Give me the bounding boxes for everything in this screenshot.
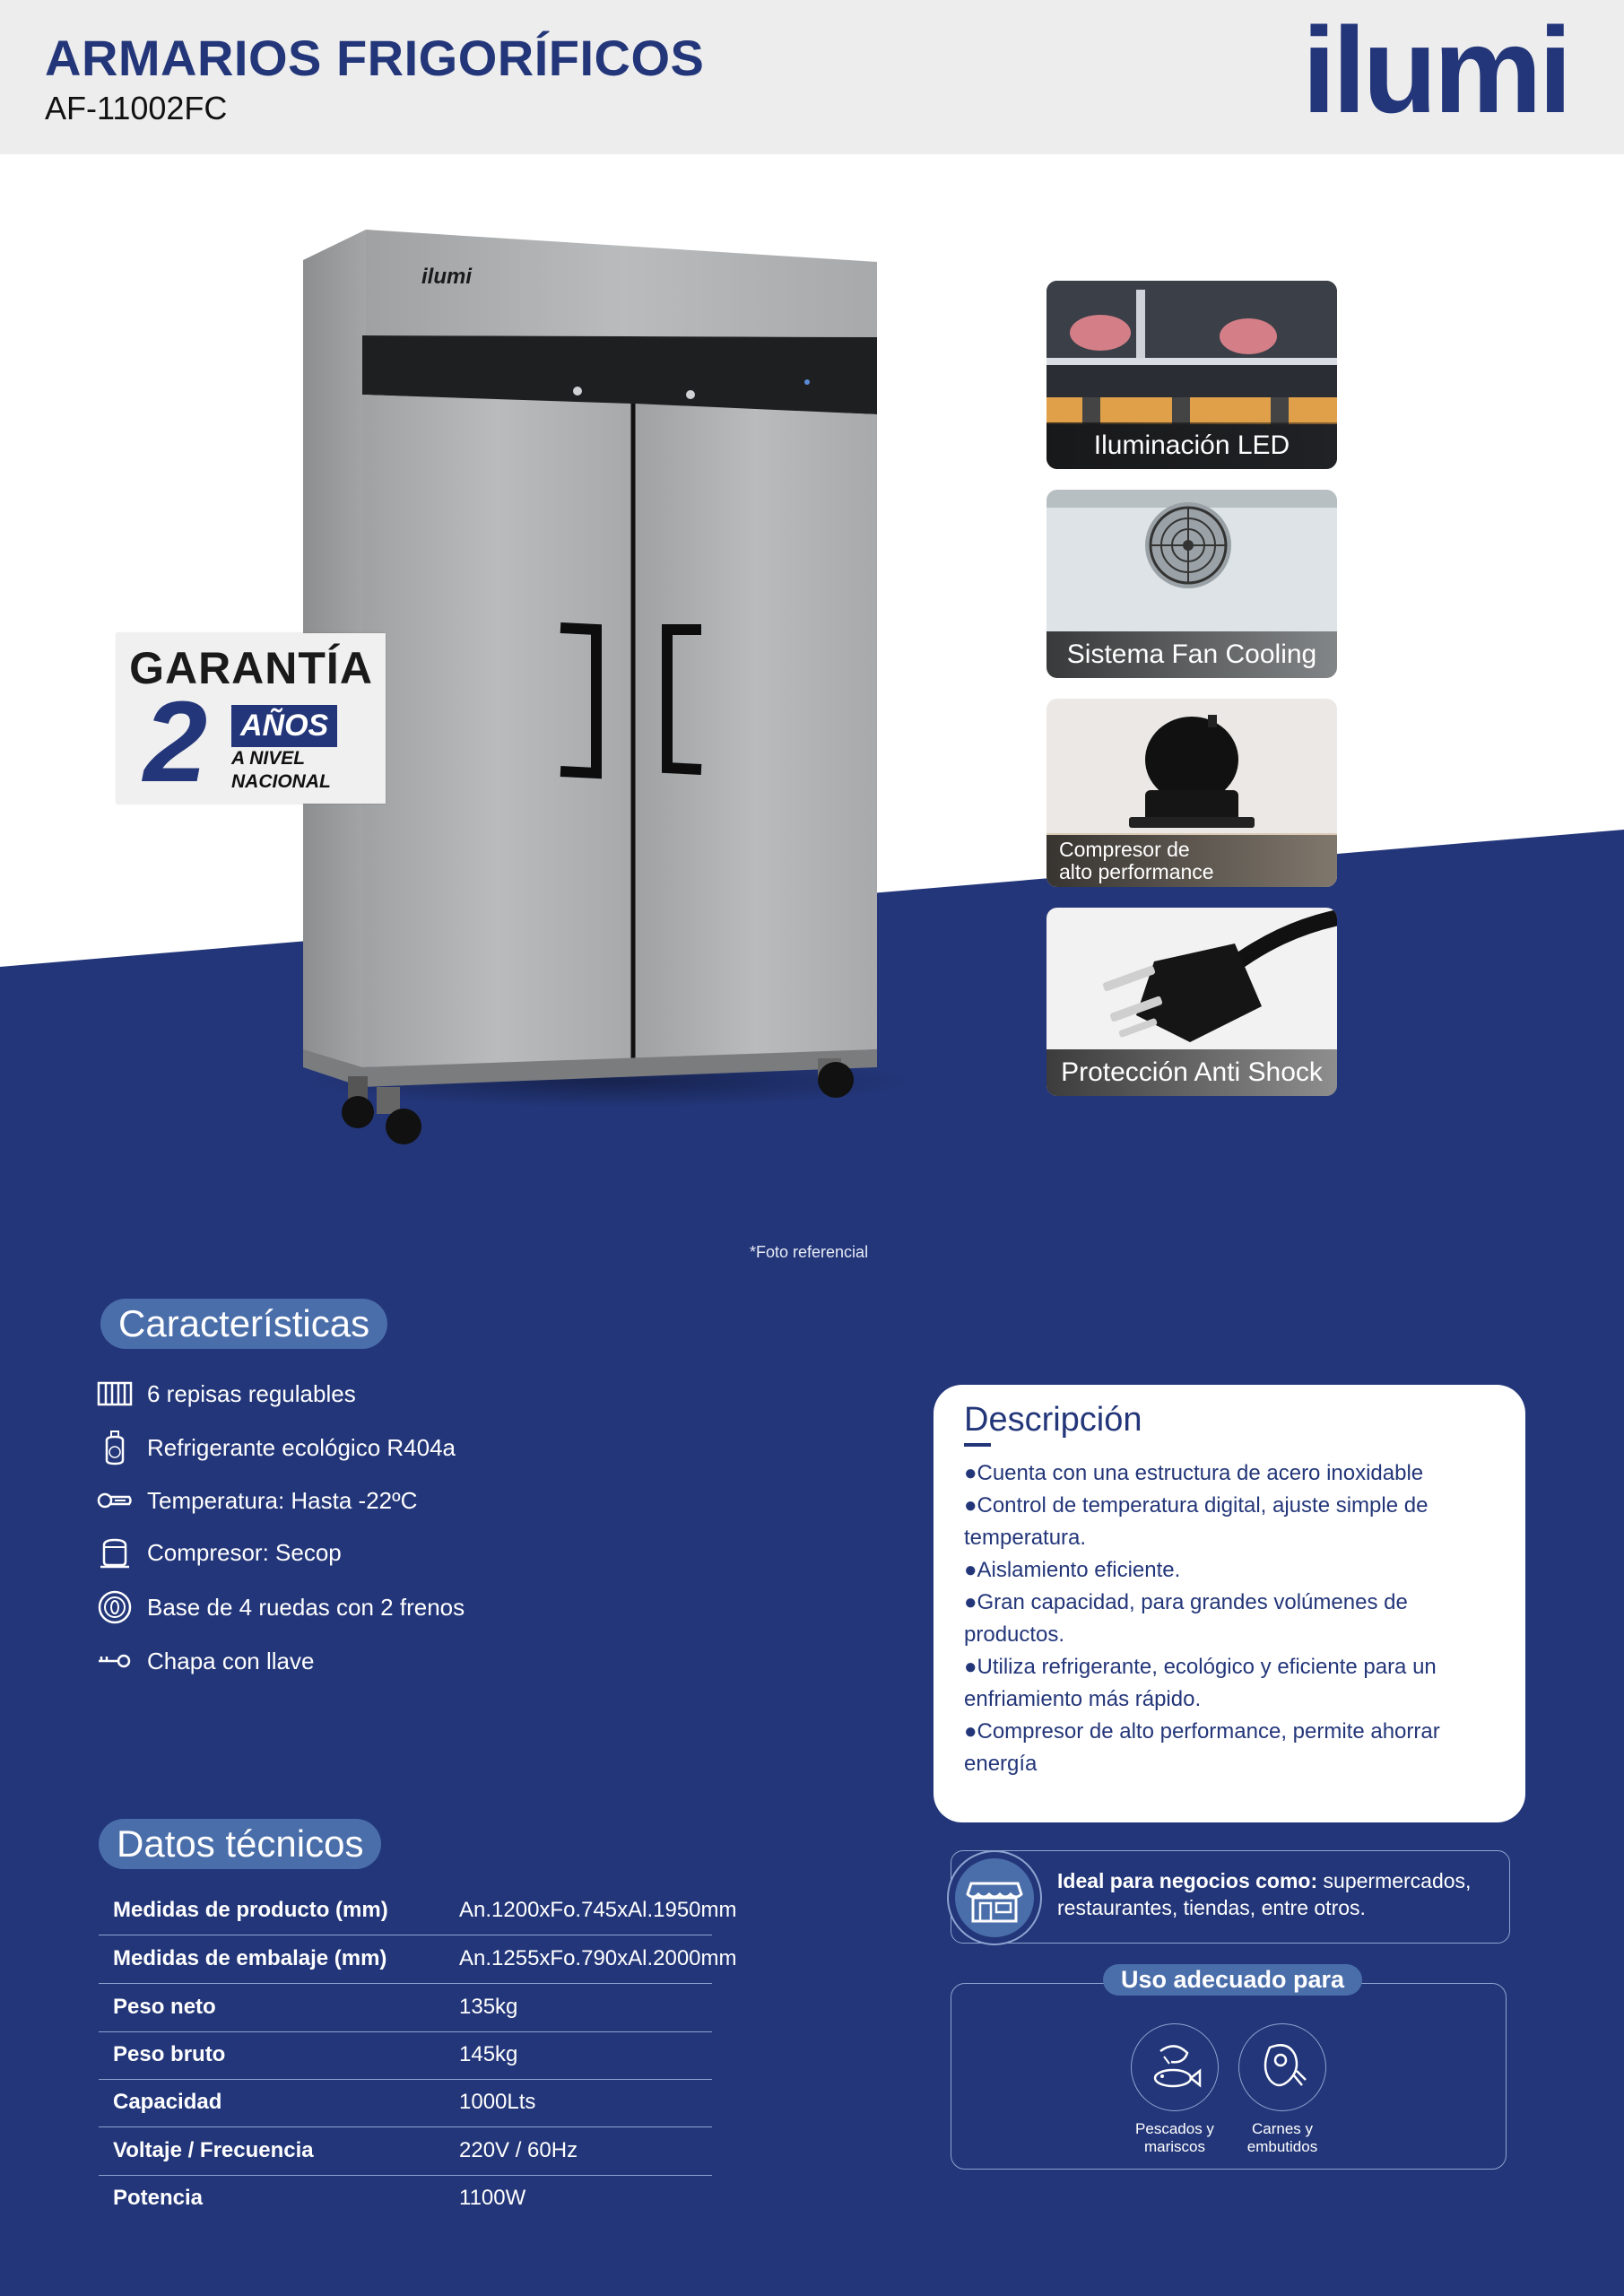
- spec-value: 135kg: [459, 1995, 518, 2019]
- spec-value: 1100W: [459, 2186, 526, 2210]
- caracteristicas-heading: Características: [100, 1299, 387, 1349]
- feature-text: 6 repisas regulables: [147, 1379, 356, 1407]
- ideal-business-list: supermercados, restaurantes, tiendas, entre otros.: [1057, 1869, 1472, 1919]
- spec-row: [99, 1984, 712, 2032]
- description-item: ●Gran capacidad, para grandes volúmenes de productos.: [964, 1590, 1408, 1647]
- spec-row: [99, 1887, 737, 1935]
- description-list: [964, 1457, 1495, 1780]
- warranty-years-number: 2: [143, 678, 208, 806]
- feature-card-label: Protección Anti Shock: [1046, 1049, 1337, 1096]
- feature-item: [97, 1589, 465, 1625]
- spec-row: [99, 2127, 712, 2176]
- feature-card-fan: [1046, 490, 1337, 678]
- suitable-use-item: [1233, 2023, 1332, 2156]
- feature-text: Chapa con llave: [147, 1647, 315, 1674]
- feature-card-label: Iluminación LED: [1046, 422, 1337, 469]
- brand-logo: ilumi: [1302, 2, 1569, 138]
- meat-icon: [1238, 2023, 1326, 2111]
- feature-item: [97, 1376, 356, 1412]
- door-logo: ilumi: [421, 265, 473, 289]
- eco-refrigerant-icon: [97, 1430, 133, 1465]
- suitable-use-heading: Uso adecuado para: [1103, 1964, 1362, 1996]
- feature-card-compressor: [1046, 699, 1337, 887]
- suitable-use-label: Pescados y mariscos: [1135, 2120, 1214, 2155]
- spec-key: Medidas de embalaje (mm): [113, 1946, 387, 1970]
- feature-item: [97, 1430, 456, 1465]
- feature-card-label: Sistema Fan Cooling: [1046, 631, 1337, 678]
- key-icon: [97, 1643, 133, 1679]
- spec-key: Peso neto: [113, 1995, 216, 2019]
- spec-value: 220V / 60Hz: [459, 2138, 578, 2162]
- feature-text: Compresor: Secop: [147, 1538, 342, 1566]
- seafood-icon: [1131, 2023, 1219, 2111]
- feature-text: Temperatura: Hasta -22ºC: [147, 1486, 418, 1514]
- feature-card-label: [1046, 835, 1337, 887]
- ideal-business-bold: Ideal para negocios como:: [1057, 1869, 1318, 1892]
- shelves-icon: [97, 1376, 133, 1412]
- spec-value: An.1255xFo.790xAl.2000mm: [459, 1946, 737, 1970]
- description-item: ●Compresor de alto performance, permite ahorrar energía: [964, 1719, 1440, 1776]
- wheel-icon: [97, 1589, 133, 1625]
- store-icon: [944, 1848, 1045, 1948]
- feature-text: Base de 4 ruedas con 2 frenos: [147, 1593, 465, 1621]
- warranty-scope-line1: A NIVEL: [231, 748, 306, 769]
- description-item: ●Control de temperatura digital, ajuste simple de temperatura.: [964, 1493, 1429, 1550]
- spec-row: [99, 2079, 712, 2127]
- spec-row: [99, 1935, 737, 1984]
- spec-key: Capacidad: [113, 2090, 222, 2114]
- datos-tecnicos-heading: Datos técnicos: [99, 1819, 381, 1869]
- warranty-scope-line2: NACIONAL: [231, 771, 331, 792]
- compressor-icon: [97, 1535, 133, 1570]
- description-item: ●Utiliza refrigerante, ecológico y eficiente para un enfriamiento más rápido.: [964, 1655, 1437, 1711]
- model-code: AF-11002FC: [45, 90, 228, 126]
- warranty-title: GARANTÍA: [129, 643, 373, 693]
- spec-key: Voltaje / Frecuencia: [113, 2138, 314, 2162]
- feature-card-label-text: Compresor de alto performance: [1059, 838, 1214, 883]
- thermometer-icon: [97, 1483, 133, 1518]
- spec-key: Medidas de producto (mm): [113, 1898, 388, 1922]
- spec-key: Peso bruto: [113, 2042, 226, 2066]
- warranty-badge: [117, 633, 386, 804]
- feature-card-led: [1046, 281, 1337, 469]
- spec-key: Potencia: [113, 2186, 204, 2210]
- spec-value: An.1200xFo.745xAl.1950mm: [459, 1898, 737, 1922]
- feature-item: [97, 1643, 314, 1679]
- ideal-business-text: [1057, 1867, 1497, 1921]
- ideal-business-box: [951, 1850, 1510, 1944]
- description-box: [934, 1385, 1525, 1822]
- photo-disclaimer: *Foto referencial: [750, 1243, 869, 1261]
- feature-item: [97, 1483, 417, 1518]
- feature-item: [97, 1535, 342, 1570]
- description-underline: [964, 1443, 991, 1447]
- warranty-years-label: AÑOS: [231, 705, 337, 747]
- description-item: ●Aislamiento eficiente.: [964, 1558, 1181, 1582]
- suitable-use-item: [1125, 2023, 1224, 2156]
- spec-row: [99, 2175, 712, 2222]
- description-title: Descripción: [964, 1401, 1142, 1439]
- feature-text: Refrigerante ecológico R404a: [147, 1433, 456, 1461]
- spec-value: 145kg: [459, 2042, 518, 2066]
- page-title: ARMARIOS FRIGORÍFICOS: [45, 30, 705, 86]
- suitable-use-label: Carnes y embutidos: [1246, 2120, 1318, 2155]
- spec-row: [99, 2031, 712, 2080]
- feature-card-plug: [1046, 908, 1337, 1096]
- suitable-use-box: [951, 1983, 1507, 2170]
- description-item: ●Cuenta con una estructura de acero inoxidable: [964, 1461, 1424, 1485]
- spec-value: 1000Lts: [459, 2090, 536, 2114]
